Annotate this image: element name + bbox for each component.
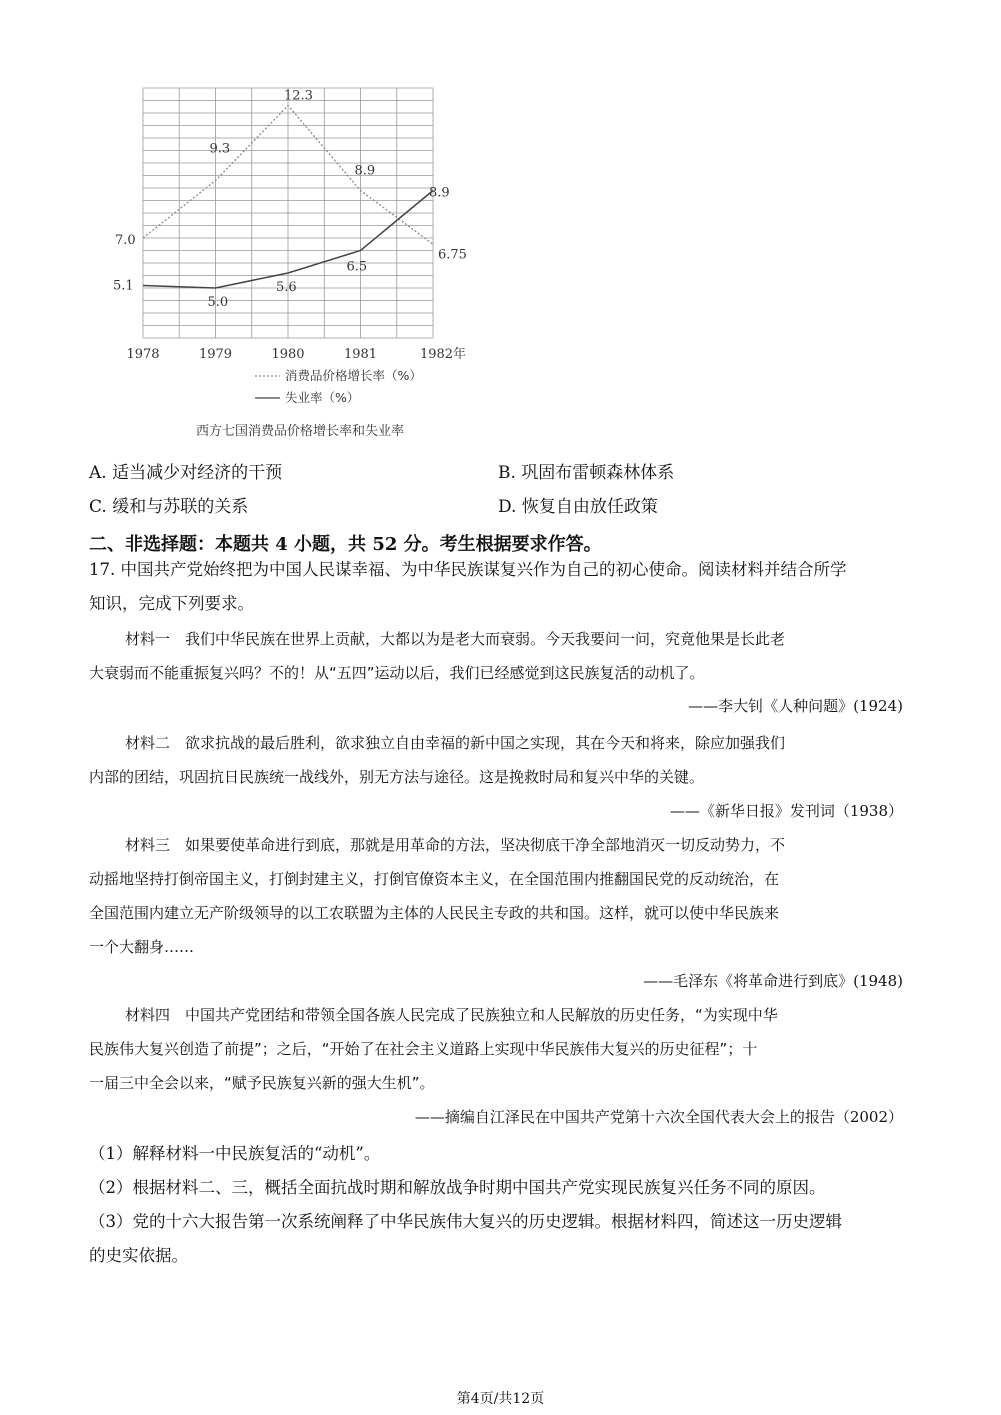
- q17-stem-line-2: 知识，完成下列要求。: [89, 594, 254, 613]
- legend-label: 失业率（%）: [285, 390, 360, 405]
- material-3-line-4: 一个大翻身……: [89, 938, 195, 956]
- chart-caption: 西方七国消费品价格增长率和失业率: [195, 424, 404, 439]
- x-tick-label: 1979: [198, 347, 233, 362]
- material-4-line-1: 材料四 中国共产党团结和带领全国各族人民完成了民族独立和人民解放的历史任务，“为实现中华: [125, 1006, 778, 1024]
- data-label: 9.3: [209, 141, 231, 157]
- x-tick-label: 1982年: [419, 347, 467, 362]
- data-label: 8.9: [429, 185, 450, 201]
- line-chart: [100, 78, 480, 418]
- question-2: （2）根据材料二、三，概括全面抗战时期和解放战争时期中国共产党实现民族复兴任务不同的原因。: [89, 1178, 826, 1197]
- material-3-line-1: 材料三 如果要使革命进行到底，那就是用革命的方法，坚决彻底干净全部地消灭一切反动势力，不: [125, 836, 786, 854]
- x-tick-label: 1980: [271, 347, 305, 362]
- x-tick-label: 1981: [343, 347, 378, 362]
- data-label: 5.6: [276, 280, 297, 295]
- material-4-source: ——摘编自江泽民在中国共产党第十六次全国代表大会上的报告（2002）: [414, 1108, 903, 1126]
- data-label: 7.0: [115, 233, 136, 248]
- material-1-line-2: 大衰弱而不能重振复兴吗？不的！从“五四”运动以后，我们已经感觉到这民族复活的动机了。: [89, 664, 705, 682]
- question-3-line-1: （3）党的十六大报告第一次系统阐释了中华民族伟大复兴的历史逻辑。根据材料四，简述这一历史逻辑: [89, 1212, 842, 1231]
- material-3-source: ——毛泽东《将革命进行到底》(1948): [643, 972, 903, 990]
- material-3-line-3: 全国范围内建立无产阶级领导的以工农联盟为主体的人民民主专政的共和国。这样，就可以使中华民族来: [89, 904, 780, 922]
- material-2-line-2: 内部的团结，巩固抗日民族统一战线外，别无方法与途径。这是挽救时局和复兴中华的关键。: [89, 768, 705, 786]
- material-1-line-1: 材料一 我们中华民族在世界上贡献，大都以为是老大而衰弱。今天我要问一问，究竟他果是长此老: [125, 630, 786, 648]
- data-label: 6.5: [346, 259, 368, 275]
- material-4-line-3: 一届三中全会以来，“赋予民族复兴新的强大生机”。: [89, 1074, 435, 1092]
- q17-stem-line-1: 17. 中国共产党始终把为中国人民谋幸福、为中华民族谋复兴作为自己的初心使命。阅读材料并结合所学: [89, 560, 847, 579]
- data-label: 5.0: [207, 295, 229, 310]
- material-3-line-2: 动摇地坚持打倒帝国主义，打倒封建主义，打倒官僚资本主义，在全国范围内推翻国民党的反动统治，在: [89, 870, 780, 888]
- legend-label: 消费品价格增长率（%）: [285, 368, 422, 383]
- option-d: D. 恢复自由放任政策: [498, 497, 658, 517]
- material-2-line-1: 材料二 欲求抗战的最后胜利，欲求独立自由幸福的新中国之实现，其在今天和将来，除应加强我们: [125, 734, 786, 752]
- material-2-source: ——《新华日报》发刊词（1938）: [669, 802, 903, 820]
- data-label: 8.9: [354, 163, 376, 179]
- material-1-source: ——李大钊《人种问题》(1924): [688, 697, 903, 715]
- material-4-line-2: 民族伟大复兴创造了前提”；之后，“开始了在社会主义道路上实现中华民族伟大复兴的历史征程”；十: [89, 1040, 758, 1058]
- option-c: C. 缓和与苏联的关系: [89, 497, 249, 517]
- data-label: 6.75: [438, 247, 467, 263]
- section-heading: 二、非选择题：本题共 4 小题，共 52 分。考生根据要求作答。: [89, 534, 602, 555]
- data-label: 5.1: [113, 278, 134, 294]
- data-label: 12.3: [284, 88, 313, 104]
- option-b: B. 巩固布雷顿森林体系: [498, 463, 675, 483]
- question-1: （1）解释材料一中民族复活的“动机”。: [89, 1144, 381, 1163]
- page-footer: 第4页/共12页: [456, 1391, 545, 1407]
- option-a: A. 适当减少对经济的干预: [89, 463, 283, 483]
- question-3-line-2: 的史实依据。: [89, 1246, 188, 1265]
- x-tick-label: 1978: [126, 347, 160, 362]
